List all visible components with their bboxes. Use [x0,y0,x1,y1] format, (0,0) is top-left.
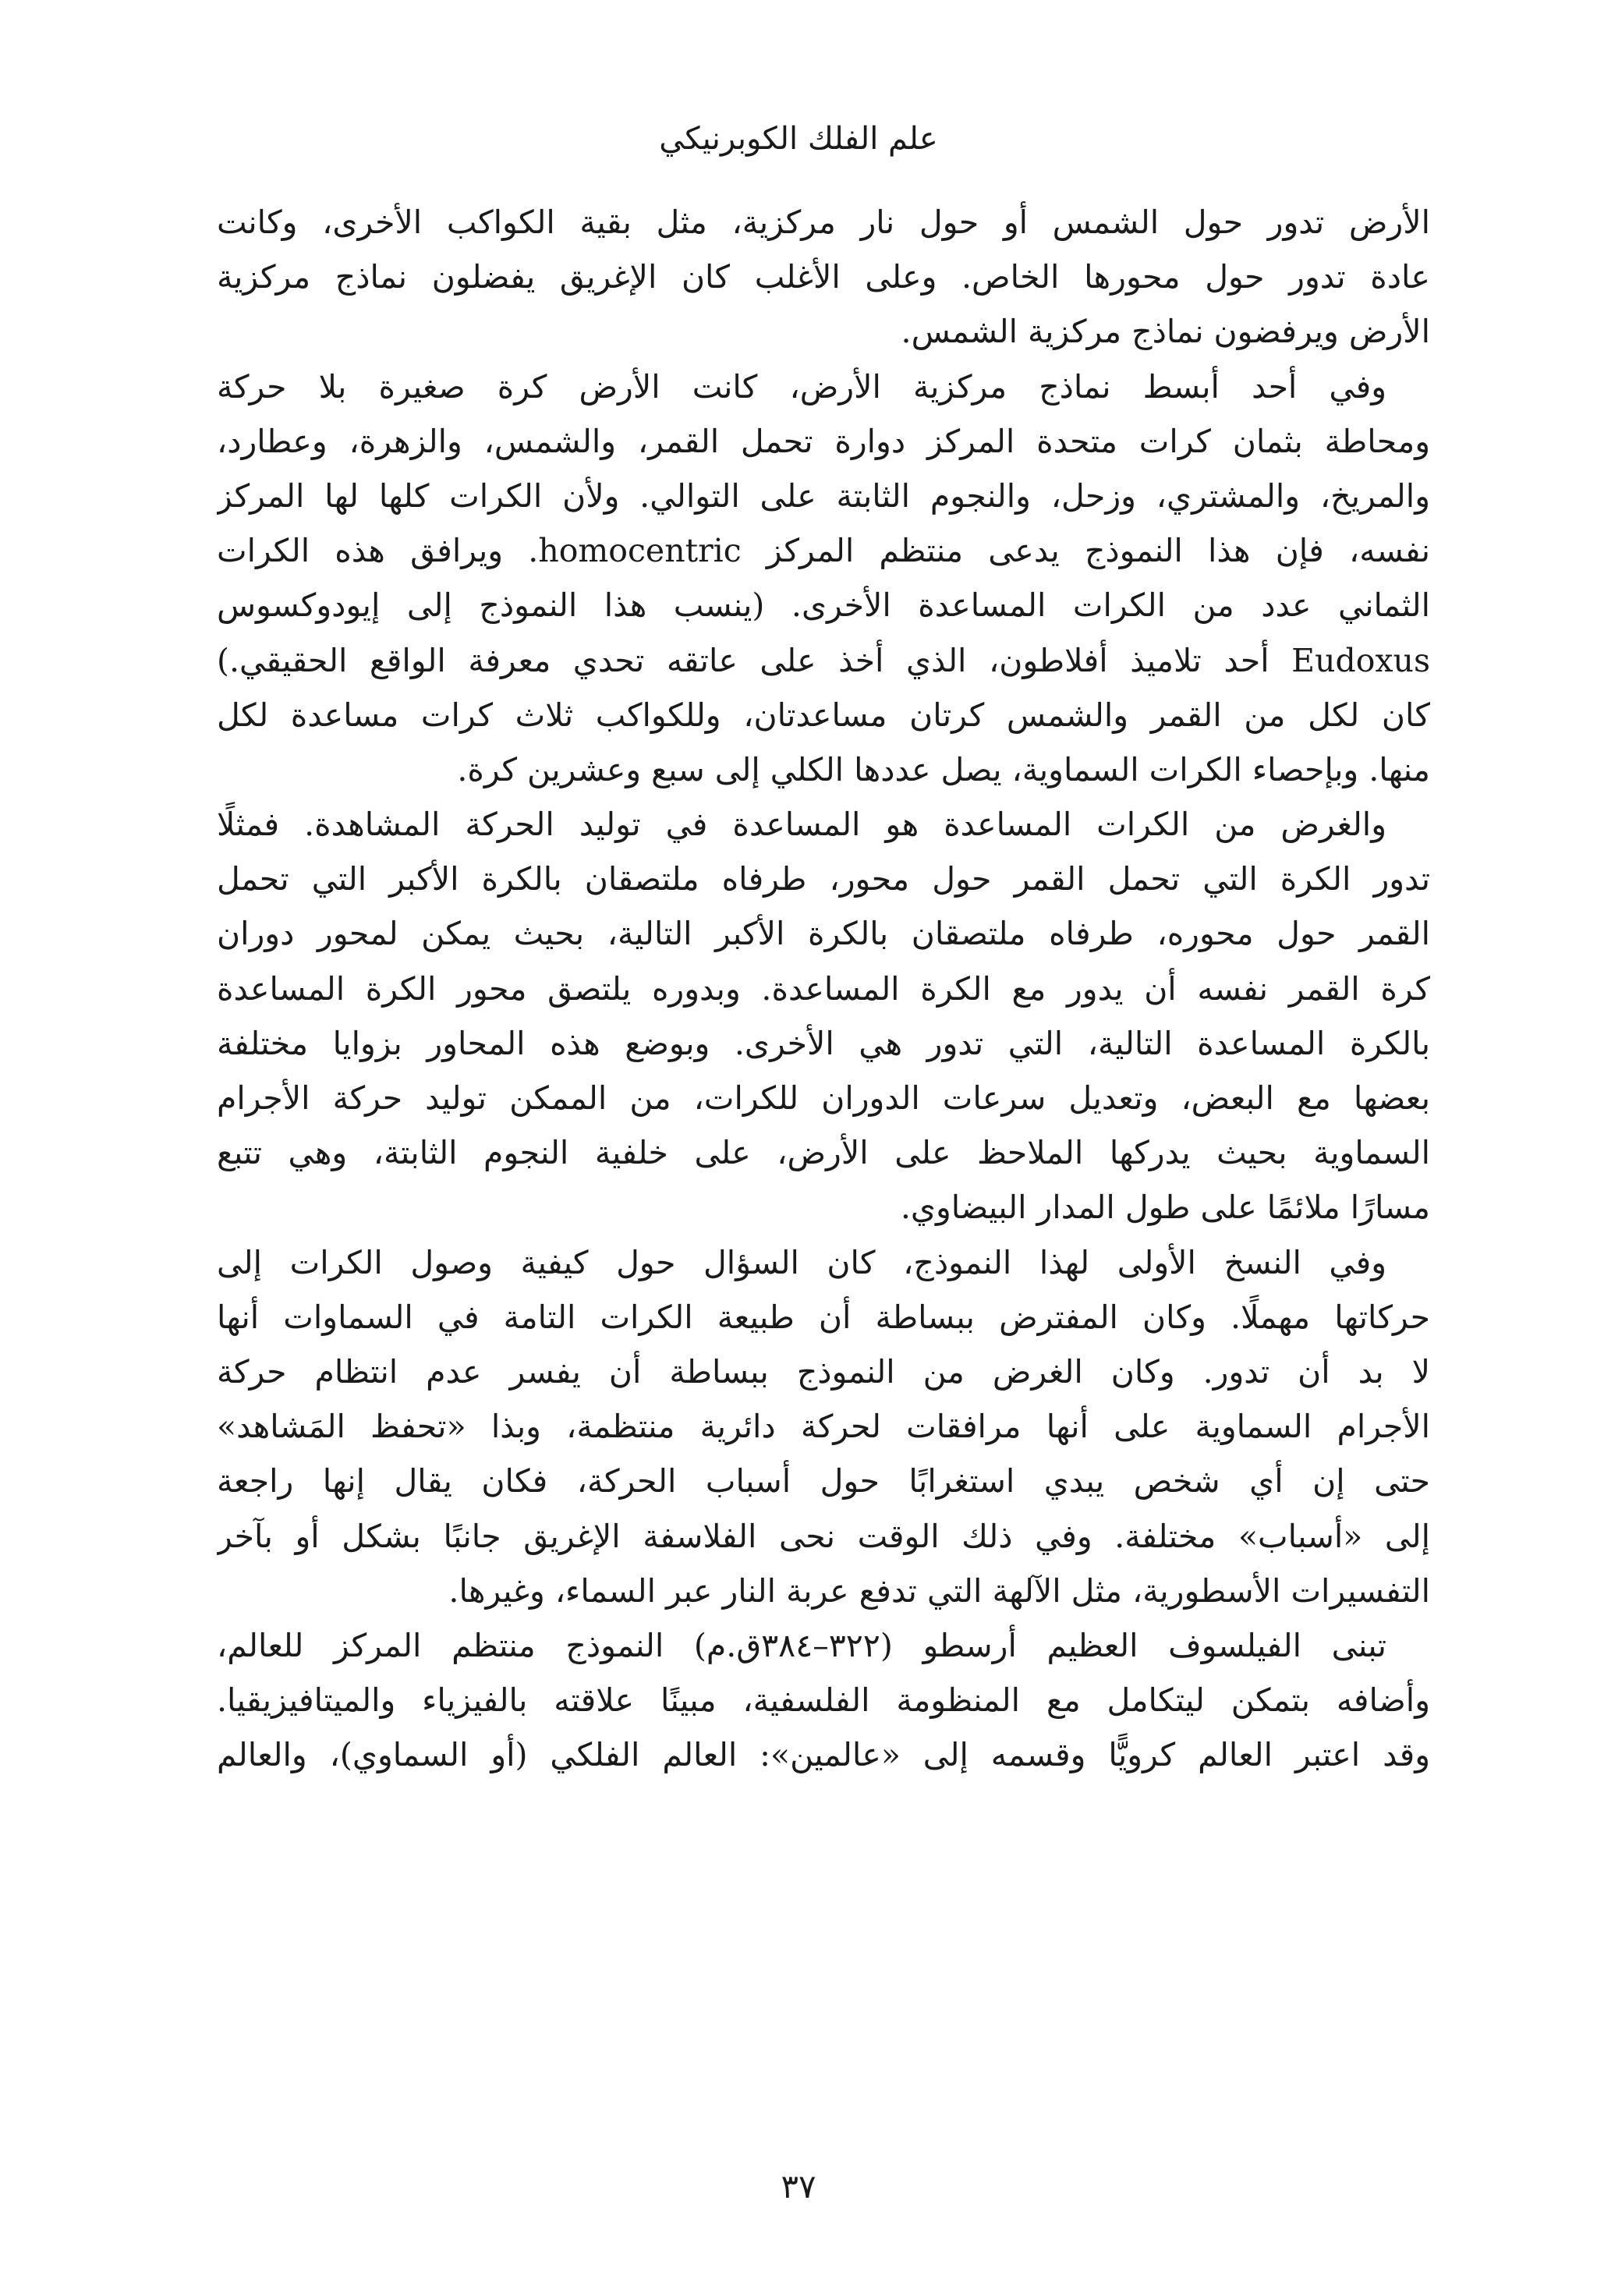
text-line: مسارًا ملائمًا على طول المدار البيضاوي. [900,1189,1430,1227]
text-line: كرة القمر نفسه أن يدور مع الكرة المساعدة. وبدوره يلتصق محور الكرة المساعدة [217,969,1430,1008]
text-line: وفي النسخ الأولى لهذا النموذج، كان السؤال حول كيفية وصول الكرات إلى [217,1243,1386,1281]
text-line: السماوية بحيث يدركها الملاحظ على الأرض، على خلفية النجوم الثابتة، وهي تتبع [217,1134,1430,1172]
text-line: تبنى الفيلسوف العظيم أرسطو (٣٢٢–٣٨٤ق.م) النموذج منتظم المركز للعالم، [217,1626,1387,1664]
text-line: الثماني عدد من الكرات المساعدة الأخرى. (ينسب هذا النموذج إلى إيودوكسوس [217,586,1430,625]
paragraph [217,1618,1430,1783]
text-line: كان لكل من القمر والشمس كرتان مساعدتان، وللكواكب ثلاث كرات مساعدة لكل [217,696,1430,734]
paragraph [217,797,1430,1235]
paragraph [217,360,1430,798]
text-line: تدور الكرة التي تحمل القمر حول محور، طرفاه ملتصقان بالكرة الأكبر التي تحمل [217,860,1430,898]
text-line: وقد اعتبر العالم كرويًّا وقسمه إلى «عالمين»: العالم الفلكي (أو السماوي)، والعالم [217,1736,1430,1774]
text-line: والغرض من الكرات المساعدة هو المساعدة في توليد الحركة المشاهدة. فمثلًا [217,806,1386,844]
text-line: وفي أحد أبسط نماذج مركزية الأرض، كانت الأرض كرة صغيرة بلا حركة [217,367,1386,406]
paragraph [217,1235,1430,1618]
text-line: Eudoxus أحد تلاميذ أفلاطون، الذي أخذ على عاتقه تحدي معرفة الواقع الحقيقي.) [217,641,1430,679]
text-line: إلى «أسباب» مختلفة. وفي ذلك الوقت نحى الفلاسفة الإغريق جانبًا بشكل أو بآخر [217,1517,1430,1555]
text-line: وأضافه بتمكن ليتكامل مع المنظومة الفلسفية، مبينًا علاقته بالفيزياء والميتافيزيقيا. [217,1681,1430,1720]
text-line: نفسه، فإن هذا النموذج يدعى منتظم المركز homocentric. ويرافق هذه الكرات [217,532,1430,570]
text-line: منها. وبإحصاء الكرات السماوية، يصل عددها الكلي إلى سبع وعشرين كرة. [457,750,1430,788]
paragraph [217,195,1430,360]
text-line: القمر حول محوره، طرفاه ملتصقان بالكرة الأكبر التالية، بحيث يمكن لمحور دوران [217,915,1430,953]
text-line: بالكرة المساعدة التالية، التي تدور هي الأخرى. وبوضع هذه المحاور بزوايا مختلفة [217,1024,1430,1062]
text-line: الأجرام السماوية على أنها مرافقات لحركة دائرية منتظمة، وبذا «تحفظ المَشاهد» [217,1408,1430,1446]
text-line: حتى إن أي شخص يبدي استغرابًا حول أسباب الحركة، فكان يقال إنها راجعة [217,1462,1430,1501]
text-line: التفسيرات الأسطورية، مثل الآلهة التي تدفع عربة النار عبر السماء، وغيرها. [448,1571,1430,1610]
text-line: عادة تدور حول محورها الخاص. وعلى الأغلب كان الإغريق يفضلون نماذج مركزية [217,258,1430,296]
running-head: علم الفلك الكوبرنيكي [659,121,938,157]
text-line: الأرض ويرفضون نماذج مركزية الشمس. [901,313,1430,351]
body-text [217,195,1430,1782]
text-line: لا بد أن تدور. وكان الغرض من النموذج ببساطة أن يفسر عدم انتظام حركة [217,1352,1430,1391]
text-line: ومحاطة بثمان كرات متحدة المركز دوارة تحمل القمر، والشمس، والزهرة، وعطارد، [217,422,1430,460]
text-line: والمريخ، والمشتري، وزحل، والنجوم الثابتة على التوالي. ولأن الكرات كلها لها المركز [217,477,1430,515]
page-number: ٣٧ [781,2167,816,2206]
text-line: بعضها مع البعض، وتعديل سرعات الدوران للكرات، من الممكن توليد حركة الأجرام [217,1079,1430,1117]
text-line: حركاتها مهملًا. وكان المفترض ببساطة أن طبيعة الكرات التامة في السماوات أنها [217,1298,1430,1336]
text-line: الأرض تدور حول الشمس أو حول نار مركزية، مثل بقية الكواكب الأخرى، وكانت [217,204,1430,241]
